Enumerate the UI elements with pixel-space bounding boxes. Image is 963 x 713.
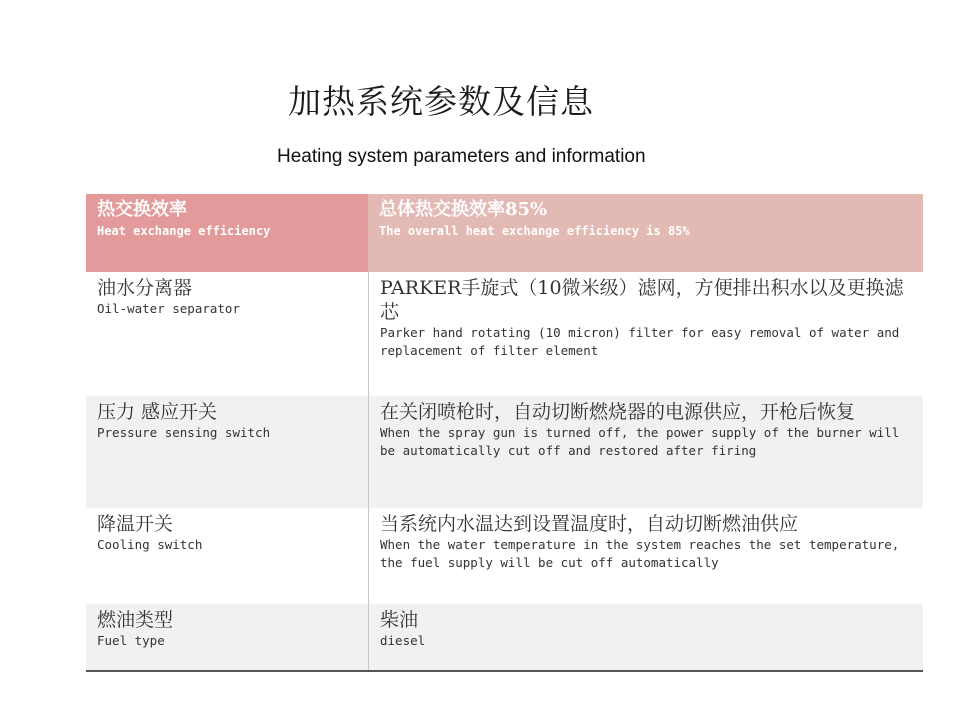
header-label-zh: 热交换效率	[97, 199, 187, 220]
row-label-cell	[86, 396, 368, 508]
row-label-cell	[86, 272, 368, 396]
row-label-zh: 油水分离器	[97, 277, 193, 299]
row-label-zh: 压力 感应开关	[97, 401, 218, 423]
row-value-cell	[368, 508, 923, 604]
row-value-zh: 柴油	[380, 609, 419, 631]
row-label-zh: 降温开关	[97, 513, 174, 535]
header-value-zh: 总体热交换效率85%	[379, 199, 548, 220]
row-value-zh: 当系统内水温达到设置温度时，自动切断燃油供应	[380, 513, 799, 535]
table-header-row	[86, 194, 923, 272]
row-value-en: Parker hand rotating (10 micron) filter for easy removal of water and replacement of filter element	[380, 325, 900, 358]
row-label-cell	[86, 604, 368, 670]
row-value-en: diesel	[380, 633, 426, 648]
row-label-zh: 燃油类型	[97, 609, 174, 631]
parameters-table	[86, 194, 923, 672]
row-label-en: Cooling switch	[97, 537, 203, 552]
row-label-en: Fuel type	[97, 633, 165, 648]
table-row	[86, 396, 923, 508]
table-row	[86, 604, 923, 670]
row-value-zh: PARKER手旋式（10微米级）滤网，方便排出积水以及更换滤芯	[380, 277, 904, 323]
row-value-en: When the water temperature in the system reaches the set temperature, the fuel supply will be cut off automatically	[380, 537, 900, 570]
table-row	[86, 508, 923, 604]
page-title-zh: 加热系统参数及信息	[288, 82, 594, 121]
header-value-cell	[368, 194, 923, 272]
row-value-cell	[368, 272, 923, 396]
row-label-cell	[86, 508, 368, 604]
row-value-zh: 在关闭喷枪时，自动切断燃烧器的电源供应，开枪后恢复	[380, 401, 856, 423]
table-row	[86, 272, 923, 396]
row-label-en: Pressure sensing switch	[97, 425, 271, 440]
row-label-en: Oil-water separator	[97, 301, 240, 316]
row-value-cell	[368, 604, 923, 670]
header-label-cell	[86, 194, 368, 272]
header-value-en: The overall heat exchange efficiency is 85%	[379, 224, 690, 238]
page-title-en: Heating system parameters and information	[277, 146, 646, 167]
row-value-en: When the spray gun is turned off, the power supply of the burner will be automatically cut off and restored after firing	[380, 425, 900, 458]
header-label-en: Heat exchange efficiency	[97, 224, 271, 238]
row-value-cell	[368, 396, 923, 508]
